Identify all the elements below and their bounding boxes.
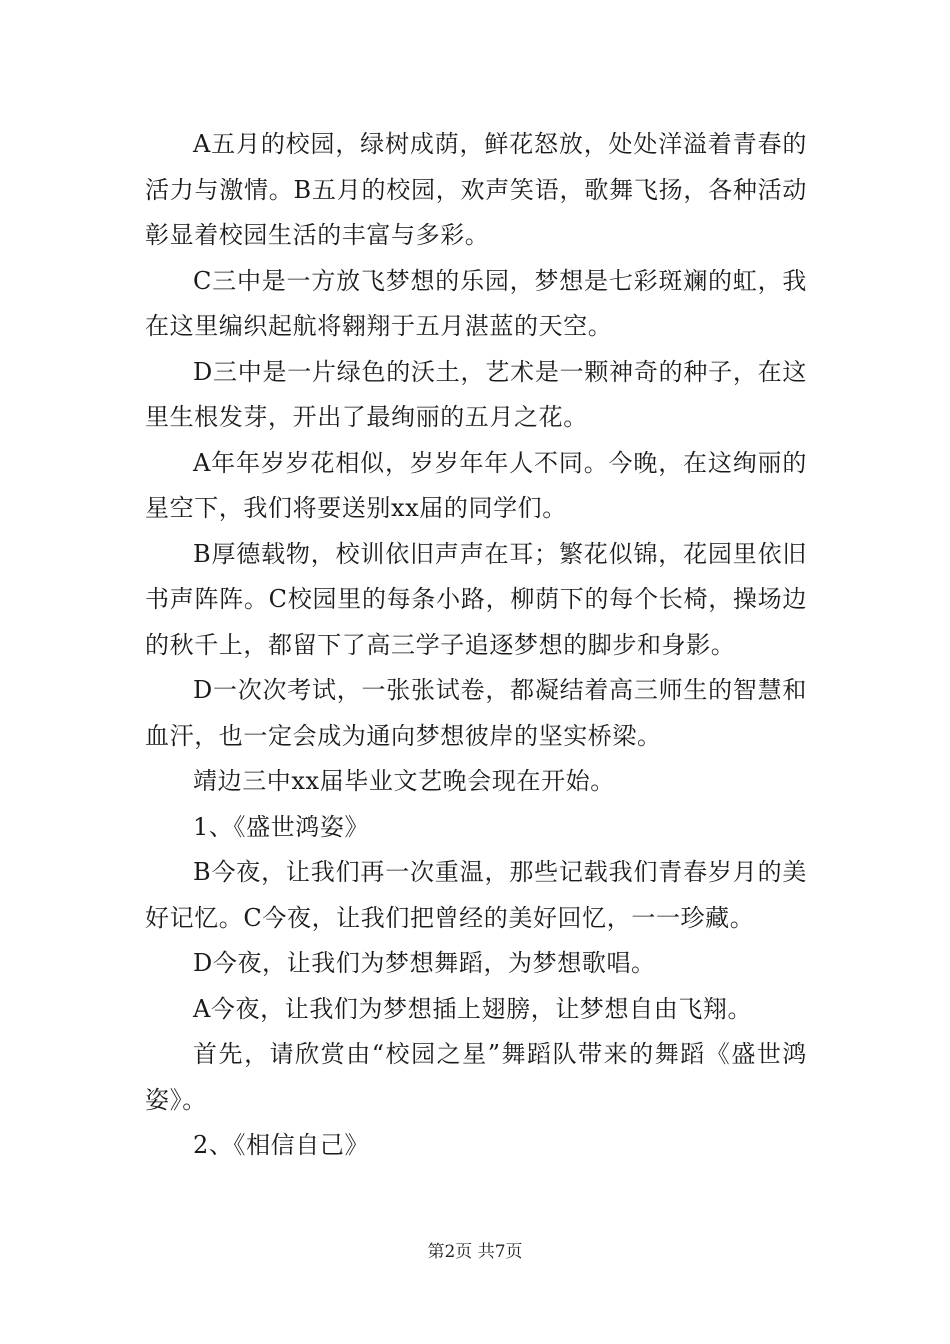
paragraph-10: D今夜，让我们为梦想舞蹈，为梦想歌唱。 [193, 949, 656, 977]
paragraph-1: A五月的校园，绿树成荫，鲜花怒放，处处洋溢着青春的活力与激情。B五月的校园，欢声笑语，歌舞飞扬，各种活动彰显着校园生活的丰富与多彩。 [145, 130, 807, 249]
program-item-2: 2、《相信自己》 [193, 1131, 370, 1159]
document-body [145, 122, 807, 1169]
paragraph-5: B厚德载物，校训依旧声声在耳；繁花似锦，花园里依旧书声阵阵。C校园里的每条小路，柳荫下的每个长椅，操场边的秋千上，都留下了高三学子追逐梦想的脚步和身影。 [145, 539, 807, 659]
paragraph-2: C三中是一方放飞梦想的乐园，梦想是七彩斑斓的虹，我在这里编织起航将翱翔于五月湛蓝的天空。 [145, 266, 807, 340]
paragraph-4: A年年岁岁花相似，岁岁年年人不同。今晚，在这绚丽的星空下，我们将要送别xx届的同学们。 [145, 448, 807, 522]
page-number-footer: 第2页 共7页 [427, 1242, 523, 1262]
paragraph-9: B今夜，让我们再一次重温，那些记载我们青春岁月的美好记忆。C今夜，让我们把曾经的美好回忆，一一珍藏。 [145, 858, 807, 932]
program-item-1: 1、《盛世鸿姿》 [193, 812, 370, 841]
paragraph-7: 靖边三中xx届毕业文艺晚会现在开始。 [193, 767, 615, 795]
paragraph-6: D一次次考试，一张张试卷，都凝结着高三师生的智慧和血汗，也一定会成为通向梦想彼岸的坚实桥梁。 [145, 676, 807, 750]
paragraph-3: D三中是一片绿色的沃土，艺术是一颗神奇的种子，在这里生根发芽，开出了最绚丽的五月之花。 [145, 357, 807, 431]
paragraph-12: 首先，请欣赏由“校园之星”舞蹈队带来的舞蹈《盛世鸿姿》。 [145, 1040, 807, 1114]
paragraph-11: A今夜，让我们为梦想插上翅膀，让梦想自由飞翔。 [193, 994, 753, 1023]
